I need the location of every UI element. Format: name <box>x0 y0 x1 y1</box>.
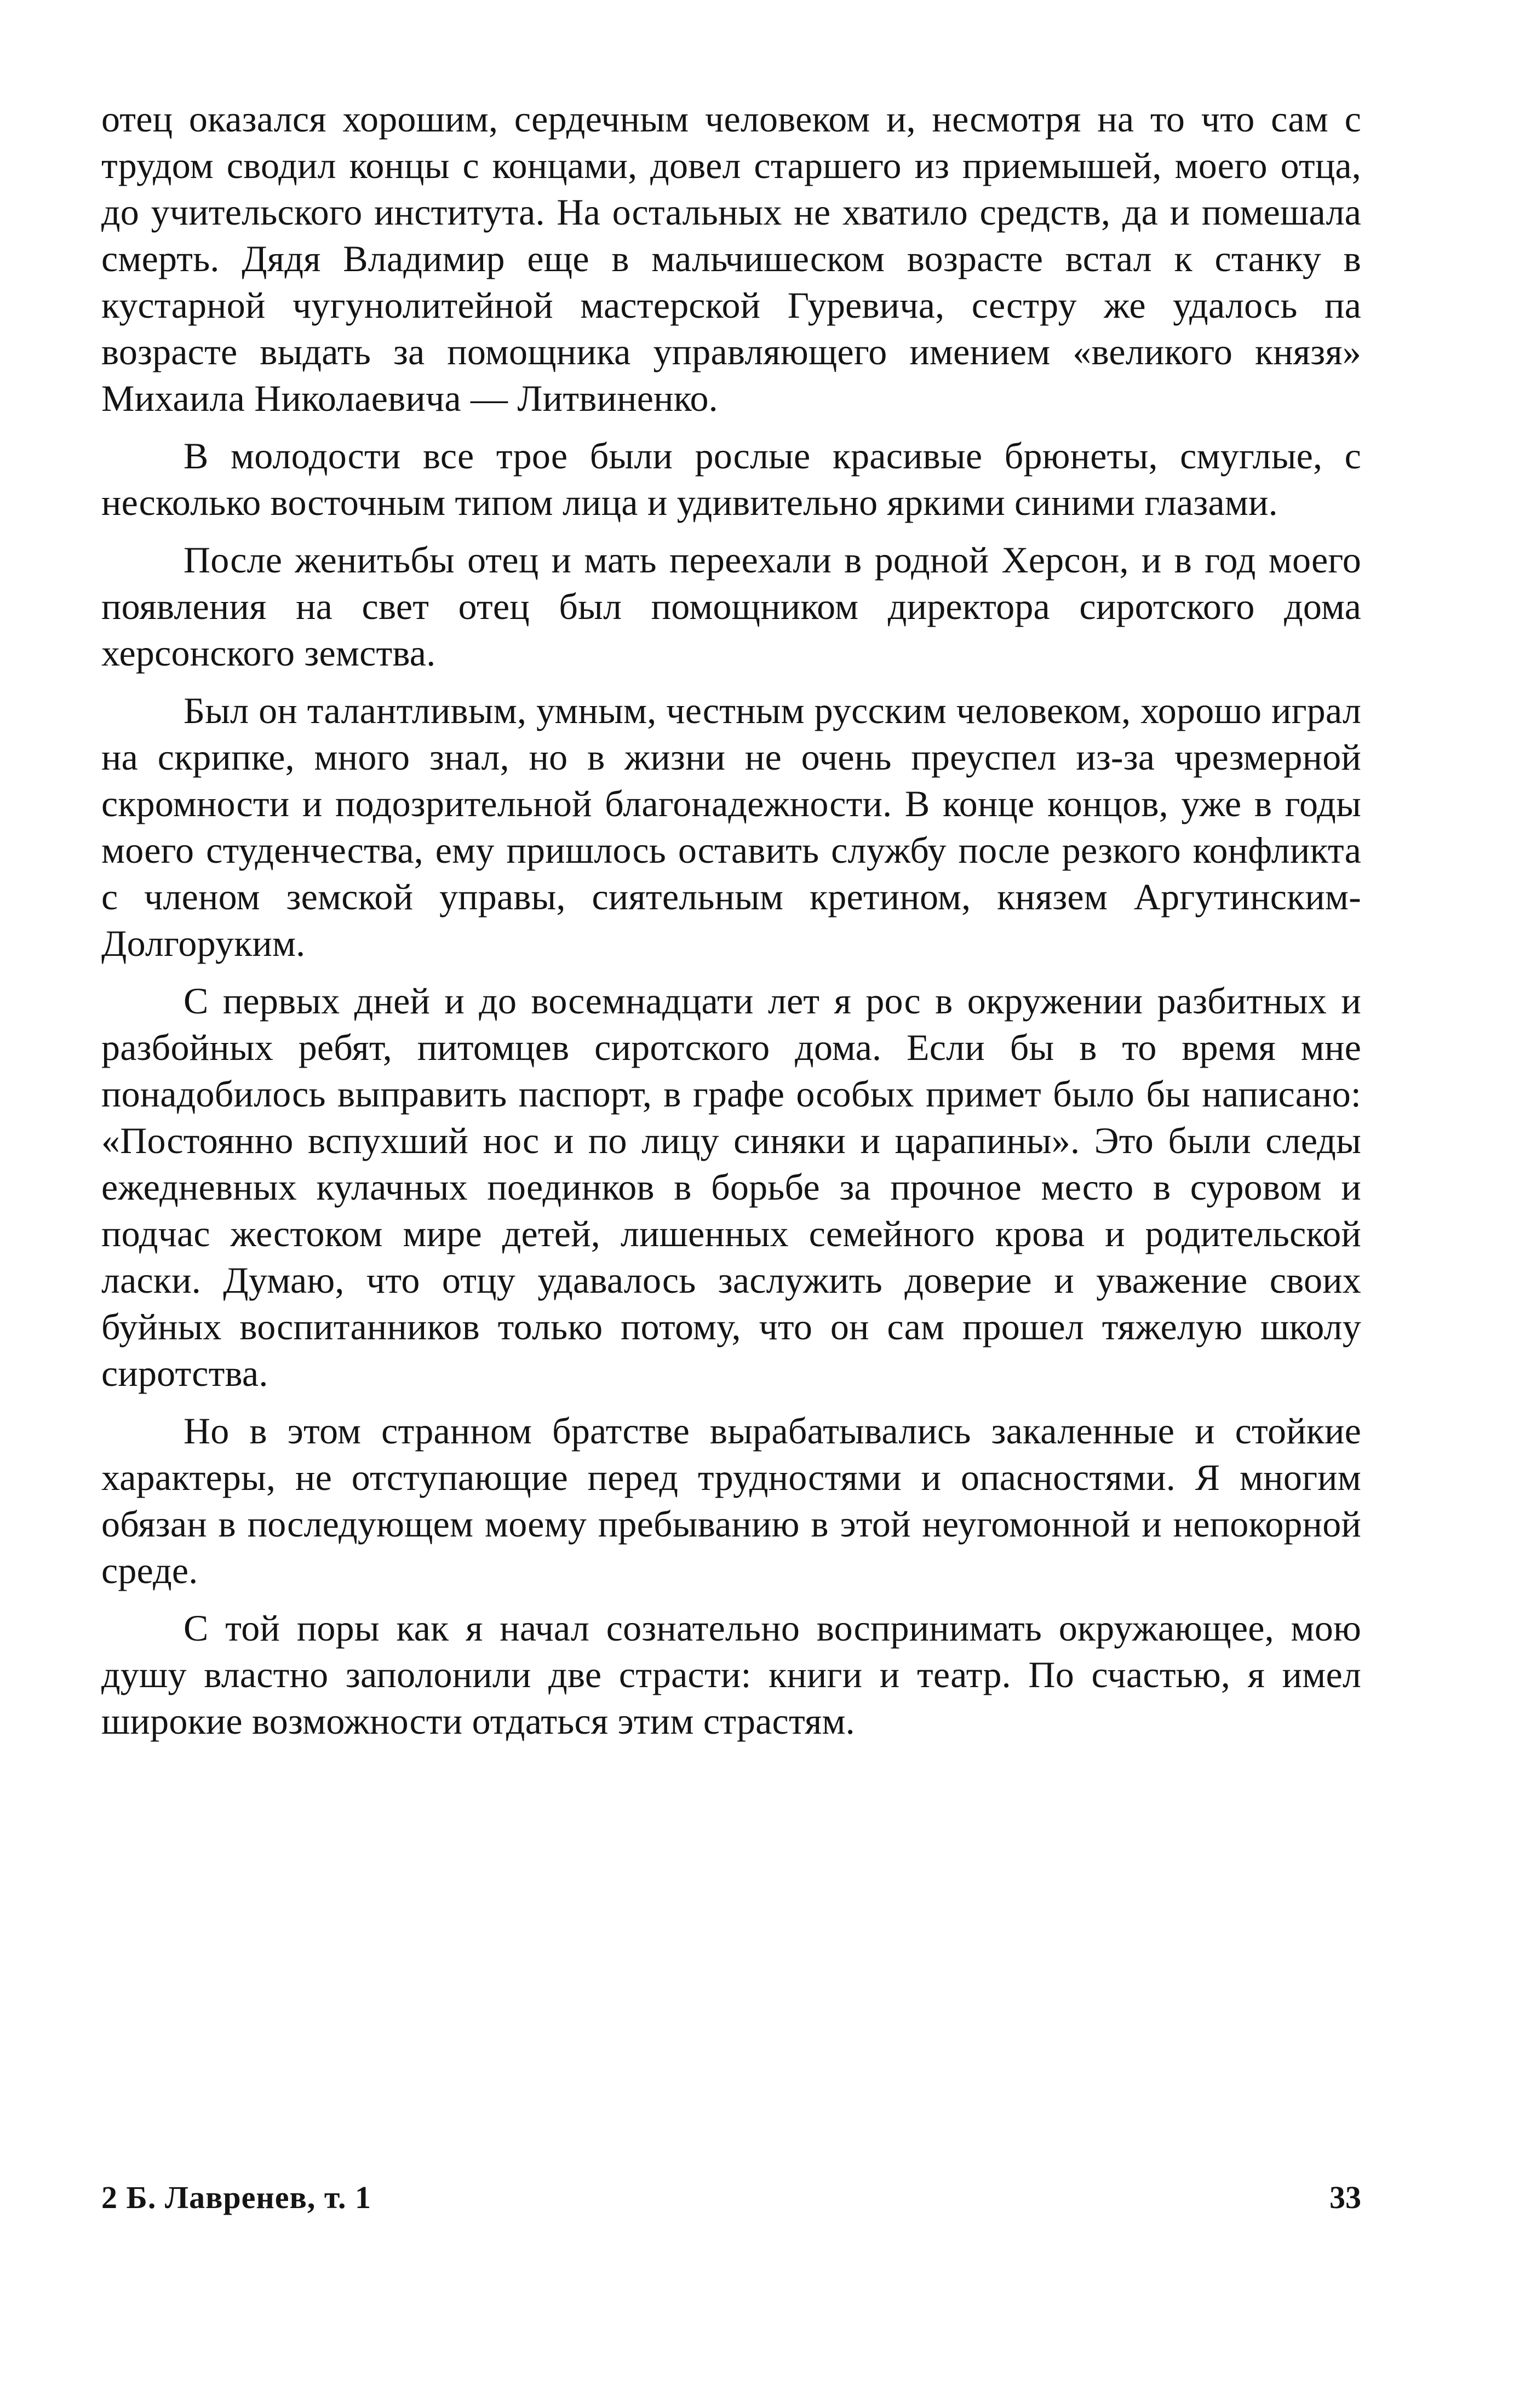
page-body <box>101 96 1361 1756</box>
paragraph-5: С первых дней и до восемнадцати лет я рос в окружении разбитных и разбойных ребят, питомцев сиротского дома. Если бы в то время мне понадобилось выправить паспорт, в графе особых примет было бы написано: «Постоянно вспухший нос и по лицу синяки и царапины». Это были следы ежедневных кулачных поединков в борьбе за прочное место в суровом и подчас жестоком мире детей, лишенных семейного крова и родительской ласки. Думаю, что отцу удавалось заслужить доверие и уважение своих буйных воспитанников только потому, что он сам прошел тяжелую школу сиротства. <box>101 980 1361 1394</box>
paragraph-3: После женитьбы отец и мать переехали в родной Херсон, и в год моего появления на свет отец был помощником директора сиротского дома херсонского земства. <box>101 539 1361 674</box>
page-footer <box>101 2179 1361 2223</box>
paragraph-2: В молодости все трое были рослые красивые брюнеты, смуглые, с несколько восточным типом лица и удивительно яркими синими глазами. <box>101 435 1361 523</box>
paragraph-4: Был он талантливым, умным, честным русским человеком, хорошо играл на скрипке, много знал, но в жизни не очень преуспел из-за чрезмерной скромности и подозрительной благонадежности. В конце концов, уже в годы моего студенчества, ему пришлось оставить службу после резкого конфликта с членом земской управы, сиятельным кретином, князем Аргутинским-Долгоруким. <box>101 690 1361 964</box>
page-number: 33 <box>1329 2180 1361 2215</box>
paragraph-7: С той поры как я начал сознательно воспринимать окружающее, мою душу властно заполонили две страсти: книги и театр. По счастью, я имел широкие возможности отдаться этим страстям. <box>101 1607 1361 1742</box>
paragraph-6: Но в этом странном братстве вырабатывались закаленные и стойкие характеры, не отступающие перед трудностями и опасностями. Я многим обязан в последующем моему пребыванию в этой неугомонной и непокорной среде. <box>101 1410 1361 1591</box>
printer-signature: 2 Б. Лавренев, т. 1 <box>101 2180 371 2215</box>
paragraph-1: отец оказался хорошим, сердечным человеком и, несмотря на то что сам с трудом сводил концы с концами, довел старшего из приемышей, моего отца, до учительского института. На остальных не хватило средств, да и помешала смерть. Дядя Владимир еще в мальчишеском возрасте встал к станку в кустарной чугунолитейной мастерской Гуревича, сестру же удалось па возрасте выдать за помощника управляющего имением «великого князя» Михаила Николаевича — Литвиненко. <box>101 98 1361 419</box>
